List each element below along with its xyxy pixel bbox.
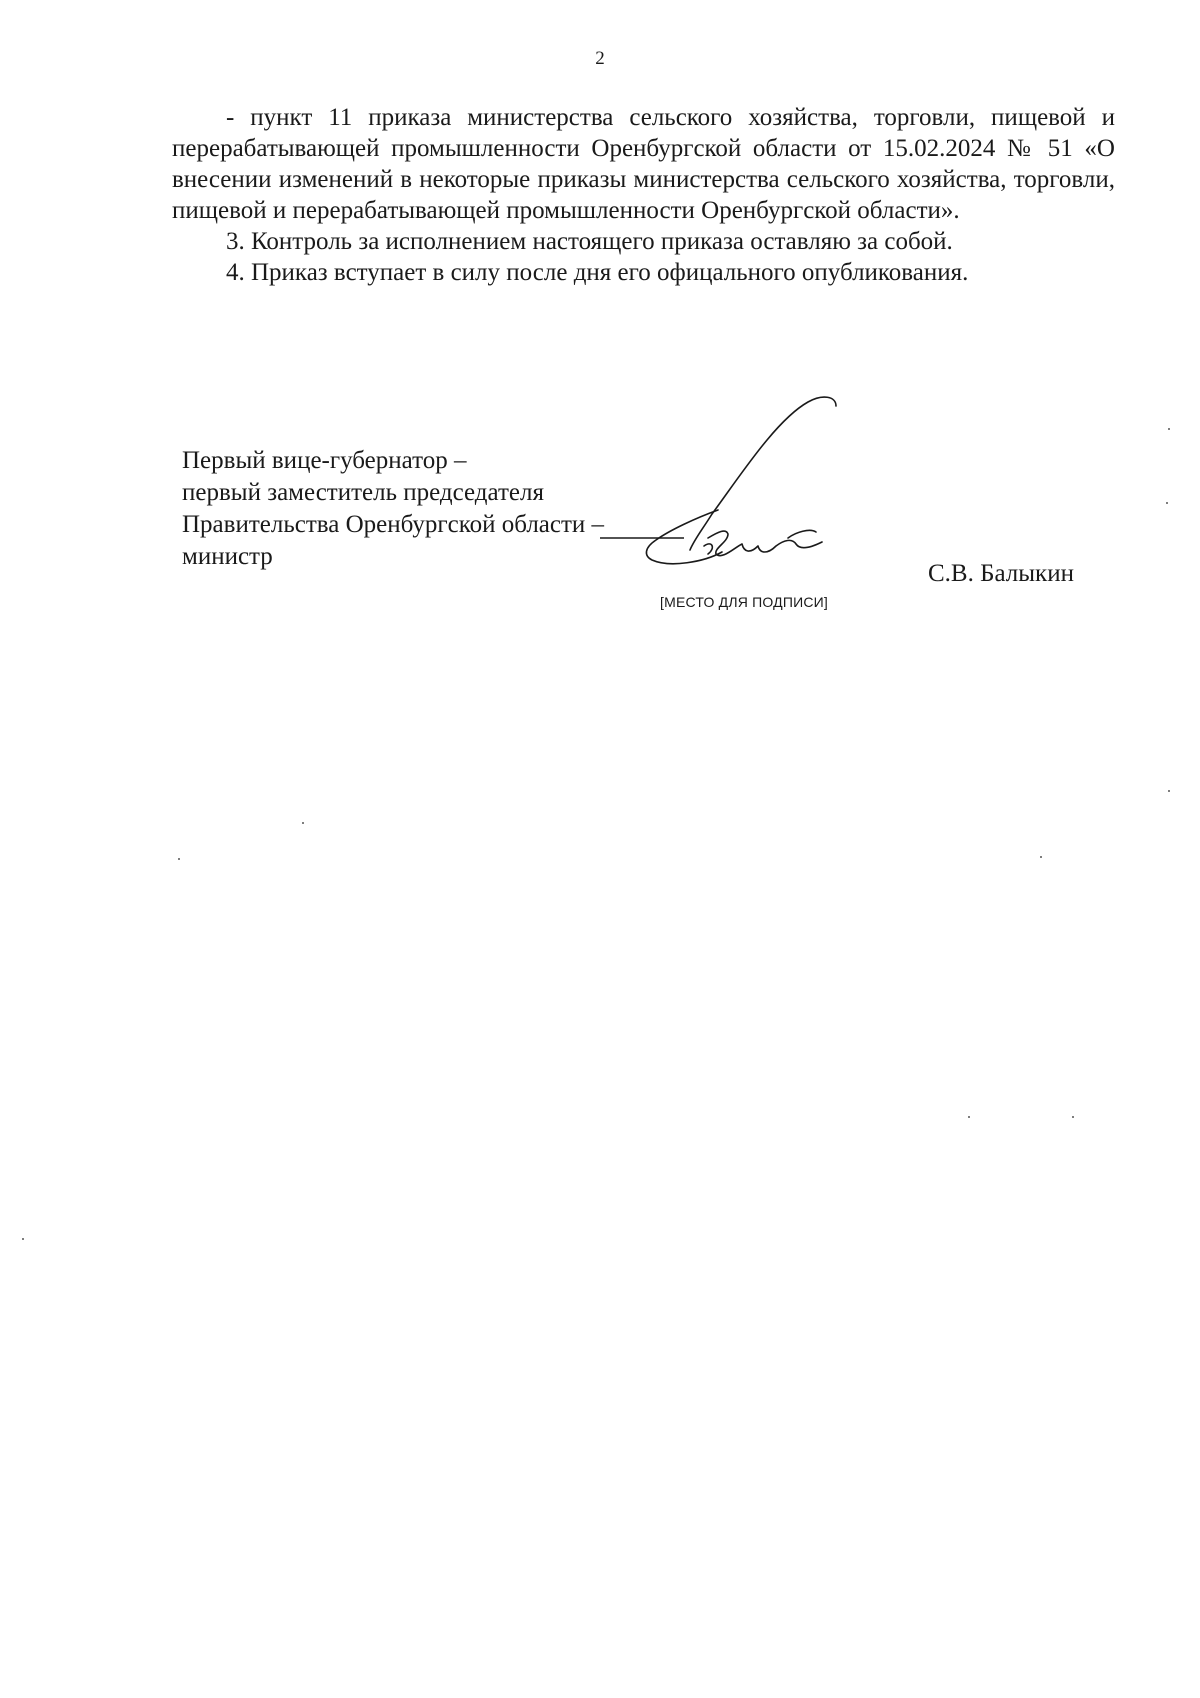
position-line: министр	[182, 543, 273, 570]
paragraph-item-11: - пункт 11 приказа министерства сельского хозяйства, торговли, пищевой и перерабатывающей промышленности Оренбургской области от 15.02.2024 № 51 «О внесении изменений в некоторые приказы министерства сельского хозяйства, торговли, пищевой и перерабатывающей промышленности Оренбургской области».	[172, 104, 1115, 224]
paragraph-effective-date: 4. Приказ вступает в силу после дня его офицального опубликования.	[226, 259, 969, 286]
scan-speck	[178, 858, 180, 860]
position-line: первый заместитель председателя	[182, 479, 544, 506]
scan-speck	[968, 1116, 970, 1118]
scan-speck	[1168, 790, 1170, 792]
document-body	[172, 102, 1115, 288]
signer-name: С.В. Балыкин	[928, 560, 1074, 587]
scan-speck	[1166, 502, 1168, 504]
scan-speck	[1072, 1116, 1074, 1118]
scan-speck	[302, 822, 304, 824]
position-line: Первый вице-губернатор –	[182, 447, 467, 474]
handwritten-signature	[600, 392, 850, 592]
page-number: 2	[595, 48, 605, 69]
paragraph-control: 3. Контроль за исполнением настоящего приказа оставляю за собой.	[226, 228, 953, 255]
scan-speck	[1168, 428, 1170, 430]
scan-speck	[22, 1238, 24, 1240]
scan-speck	[1040, 856, 1042, 858]
position-line: Правительства Оренбургской области –	[182, 511, 605, 538]
signature-placeholder-label: [МЕСТО ДЛЯ ПОДПИСИ]	[660, 594, 829, 610]
signatory-position	[182, 445, 604, 573]
